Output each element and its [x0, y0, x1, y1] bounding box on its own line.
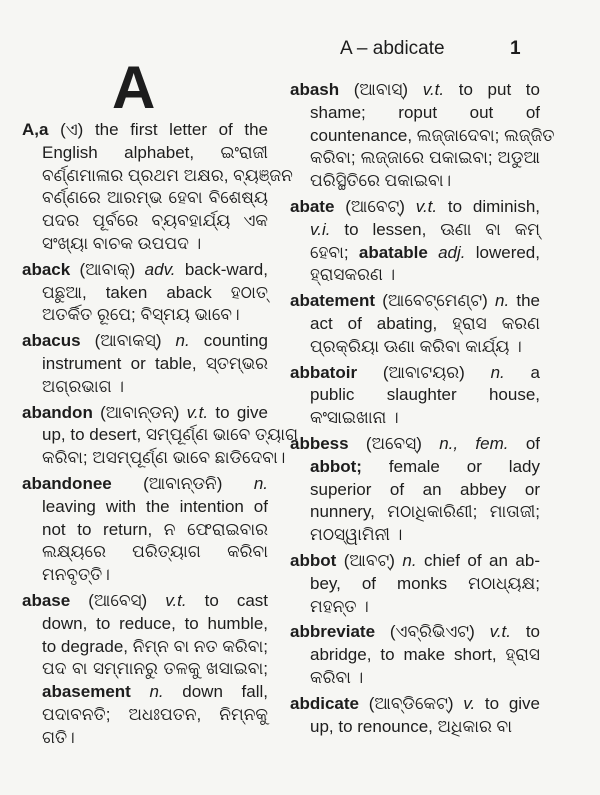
- definition-text: ପରିସ୍ଥିତିରେ ପକାଇବା।: [310, 171, 452, 191]
- part-of-speech: v.t.: [165, 590, 187, 610]
- definition-text: down fall,: [163, 682, 268, 702]
- entry-line: [290, 384, 540, 407]
- definition-text: (ଏ) the first letter of the: [48, 120, 268, 139]
- entry-line: [290, 313, 540, 336]
- definition-text: countenance, ଲଜ୍ଜାଦେବା; ଲଜ୍ଜିତ: [310, 125, 555, 145]
- definition-text: to give: [208, 402, 269, 422]
- entry-line: [290, 407, 540, 430]
- headword: aback: [22, 259, 71, 279]
- definition-text: ପଦ ବା ସମ୍ମାନରୁ ତଳକୁ ଖସାଇବା;: [42, 659, 268, 679]
- entry-line: [22, 233, 268, 256]
- definition-text: lowered,: [465, 242, 540, 262]
- part-of-speech: n.: [149, 682, 164, 702]
- dictionary-entry: [22, 402, 299, 470]
- entry-line: [290, 667, 540, 690]
- definition-text: ଲକ୍ଷ୍ୟରେ ପରିତ୍ୟାଗ କରିବା: [42, 542, 268, 562]
- headword: abbot;: [310, 456, 362, 476]
- definition-text: nunnery, ମଠାଧିକାରିଣୀ; ମାତାଜୀ;: [310, 502, 540, 522]
- headword: abasement: [42, 682, 131, 702]
- part-of-speech: v.: [463, 693, 476, 713]
- entry-line: [22, 496, 268, 519]
- definition-text: [131, 682, 150, 701]
- definition-text: (ଆବ୍‌ଡିକେଟ୍): [358, 693, 464, 713]
- guide-words: A – abdicate: [340, 38, 445, 59]
- headword: abbot: [290, 550, 337, 570]
- entry-line: [290, 479, 540, 502]
- definition-text: counting: [189, 331, 269, 351]
- part-of-speech: v.t.: [186, 402, 209, 422]
- definition-text: (ଆବାନ୍‌ଡନ୍): [92, 402, 187, 422]
- definition-text: public slaughter house,: [310, 385, 540, 405]
- headword: abatement: [290, 291, 376, 311]
- entry-headline: [22, 259, 268, 282]
- headword: abandon: [22, 402, 93, 422]
- definition-text: up, to renounce, ଅଧିକାର ବା: [310, 716, 513, 736]
- entry-line: [22, 353, 268, 376]
- entry-headline: [22, 402, 268, 425]
- headword: abbess: [290, 433, 349, 453]
- dictionary-entry: [22, 119, 293, 256]
- definition-text: the: [509, 291, 541, 311]
- entry-line: [22, 447, 286, 470]
- entry-line: [290, 716, 540, 739]
- entry-line: [290, 596, 540, 619]
- entry-line: [290, 242, 540, 265]
- entry-line: [22, 519, 268, 542]
- definition-text: (ଆବାକସ୍): [80, 331, 176, 351]
- definition-text: ମନବୃତ୍ତି।: [42, 565, 110, 585]
- entry-headline: [290, 362, 540, 385]
- definition-text: (ଆବେଟ୍): [334, 196, 416, 216]
- part-of-speech: adj.: [438, 242, 466, 262]
- entry-line: [22, 564, 268, 587]
- dictionary-entry: [290, 290, 540, 358]
- definition-text: ଅତର୍କିତ ରୂପେ; ବିସ୍ମୟ ଭାବେ।: [42, 305, 240, 325]
- definition-text: chief of an ab-: [416, 550, 540, 570]
- definition-text: not to return, ନ ଫେରାଇବାର: [42, 519, 268, 539]
- entry-line: [22, 613, 268, 636]
- definition-text: କଂସାଇଖାନା ।: [310, 408, 399, 428]
- right-column: [290, 79, 555, 741]
- definition-text: ହେବା;: [310, 242, 359, 262]
- entry-headline: [290, 621, 540, 644]
- part-of-speech: v.t.: [422, 80, 445, 99]
- headword: abate: [290, 196, 335, 216]
- part-of-speech: n.: [494, 291, 510, 311]
- definition-text: English alphabet, ଇଂରାଜୀ: [42, 142, 268, 162]
- headword: abandonee: [22, 473, 112, 493]
- definition-text: ପଛୁଆ, taken aback ହଠାତ୍: [42, 282, 268, 302]
- entry-line: [290, 147, 540, 170]
- definition-text: to put to: [444, 80, 540, 99]
- definition-text: shame; roput out of: [310, 102, 540, 122]
- headword: abacus: [22, 331, 81, 351]
- definition-text: ହ୍ରାସକରଣ ।: [310, 265, 396, 285]
- definition-text: (ଆବାସ୍): [339, 80, 423, 99]
- definition-text: କରିବା; ଲଜ୍ଜାରେ ପକାଇବା; ଅଡୁଆ: [310, 148, 540, 168]
- part-of-speech: n.: [402, 550, 417, 570]
- definition-text: (ଅବେସ୍): [348, 433, 440, 453]
- definition-text: down, to reduce, to humble,: [42, 613, 268, 633]
- headword: abatable: [358, 242, 428, 262]
- definition-text: act of abating, ହ୍ରାସ କରଣ: [310, 313, 540, 333]
- definition-text: (ଆବାଟୟର): [357, 362, 491, 382]
- entry-line: [290, 219, 540, 242]
- part-of-speech: n.: [490, 362, 505, 382]
- dictionary-entry: [22, 590, 268, 750]
- entry-line: [290, 336, 540, 359]
- entry-line: [290, 573, 540, 596]
- definition-text: to degrade, ନିମ୍ନ ବା ନତ କରିବା;: [42, 636, 268, 656]
- section-letter: A: [112, 54, 156, 121]
- definition-text: ପ୍ରକ୍ରିୟା ଊଣା କରିବା କାର୍ଯ୍ୟ ।: [310, 336, 522, 356]
- headword: abbatoir: [290, 362, 358, 382]
- dictionary-entry: [290, 693, 540, 739]
- definition-text: to give: [475, 693, 541, 713]
- entry-line: [290, 524, 540, 547]
- entry-line: [22, 282, 268, 305]
- definition-text: ଗତି।: [42, 727, 75, 747]
- page-number: 1: [510, 38, 521, 59]
- dictionary-entry: [290, 362, 540, 430]
- definition-text: କରିବା ।: [310, 667, 364, 687]
- entry-line: [22, 681, 268, 704]
- definition-text: ପଦାବନତି; ଅଧଃପତନ, ନିମ୍ନକୁ: [42, 704, 268, 724]
- definition-text: to diminish,: [437, 196, 540, 216]
- headword: abash: [290, 80, 340, 99]
- part-of-speech: v.t.: [415, 196, 438, 216]
- entry-line: [22, 376, 268, 399]
- definition-text: ମଠସ୍ୱାମିନୀ ।: [310, 525, 403, 545]
- entry-line: [290, 170, 540, 193]
- definition-text: superior of an abbey or: [310, 479, 540, 499]
- entry-line: [290, 644, 540, 667]
- part-of-speech: n., fem.: [439, 433, 509, 453]
- entry-line: [22, 142, 268, 165]
- definition-text: to: [511, 622, 541, 642]
- headword: abdicate: [290, 693, 359, 713]
- dictionary-entry: [290, 79, 555, 193]
- definition-text: (ଏବ୍ରିଭିଏଟ୍): [375, 622, 490, 642]
- part-of-speech: n.: [175, 331, 190, 351]
- entry-headline: [22, 330, 268, 353]
- entry-line: [22, 704, 268, 727]
- definition-text: back-ward,: [175, 259, 268, 279]
- dictionary-entry: [290, 621, 540, 689]
- dictionary-entry: [22, 330, 268, 398]
- entry-headline: [22, 590, 268, 613]
- entry-line: [290, 456, 540, 479]
- part-of-speech: v.t.: [489, 622, 511, 642]
- entry-headline: [290, 693, 540, 716]
- definition-text: (ଆବେଟ୍‌ମେଣ୍ଟ): [375, 291, 495, 311]
- definition-text: to lessen, ଊଣା ବା କମ୍: [330, 219, 540, 239]
- entry-headline: [290, 550, 540, 573]
- entry-line: [22, 636, 268, 659]
- left-column: [22, 119, 299, 753]
- definition-text: କରିବା; ଅସମ୍ପୂର୍ଣ୍ଣ ଭାବେ ଛାଡିଦେବା।: [42, 448, 286, 468]
- entry-headline: [22, 119, 268, 142]
- entry-line: [22, 187, 268, 210]
- entry-line: [290, 264, 540, 287]
- definition-text: to cast: [186, 590, 268, 610]
- entry-line: [290, 125, 555, 148]
- definition-text: ଅଗ୍ରଭାଗ ।: [42, 376, 125, 396]
- definition-text: [428, 243, 438, 262]
- definition-text: a: [504, 362, 541, 382]
- entry-line: [22, 165, 293, 188]
- entry-line: [22, 210, 268, 233]
- entry-line: [290, 102, 540, 125]
- headword: abbreviate: [290, 622, 376, 642]
- definition-text: up, to desert, ସମ୍ପୂର୍ଣ୍ଣ ଭାବେ ତ୍ୟାଗ: [42, 425, 299, 445]
- part-of-speech: adv.: [144, 259, 176, 279]
- definition-text: female or lady: [361, 456, 540, 476]
- dictionary-entry: [22, 473, 268, 587]
- entry-line: [22, 727, 268, 750]
- headword: A,a: [22, 120, 49, 139]
- page-header: [340, 38, 521, 60]
- dictionary-entry: [22, 259, 268, 327]
- definition-text: instrument or table, ସ୍ତମ୍ଭର: [42, 353, 268, 373]
- entry-headline: [290, 290, 540, 313]
- definition-text: (ଆବାନ୍‌ଡନି): [111, 473, 254, 493]
- definition-text: (ଆବଟ୍): [336, 550, 403, 570]
- definition-text: (ଆବେସ୍): [70, 590, 166, 610]
- entry-line: [22, 304, 268, 327]
- entry-line: [22, 424, 299, 447]
- dictionary-entry: [290, 433, 540, 547]
- definition-text: ମହନ୍ତ ।: [310, 596, 369, 616]
- entry-line: [290, 501, 540, 524]
- part-of-speech: n.: [253, 473, 268, 493]
- definition-text: bey, of monks ମଠାଧ୍ୟକ୍ଷ;: [310, 573, 540, 593]
- entry-headline: [290, 196, 540, 219]
- entry-headline: [290, 433, 540, 456]
- part-of-speech: v.i.: [310, 219, 331, 239]
- headword: abase: [22, 590, 71, 610]
- entry-line: [22, 541, 268, 564]
- definition-text: ବର୍ଣ୍ଣରେ ଆରମ୍ଭ ହେବା ବିଶେଷ୍ୟ: [42, 188, 268, 208]
- definition-text: ବର୍ଣ୍ଣମାଳାର ପ୍ରଥମ ଅକ୍ଷର, ବ୍ୟଞ୍ଜନ: [42, 165, 293, 185]
- definition-text: of: [508, 433, 540, 453]
- definition-text: ସଂଖ୍ୟା ବାଚକ ଉପପଦ ।: [42, 233, 202, 253]
- dictionary-entry: [290, 550, 540, 618]
- dictionary-entry: [290, 196, 540, 287]
- definition-text: abridge, to make short, ହ୍ରାସ: [310, 645, 540, 665]
- definition-text: (ଆବାକ୍): [70, 259, 145, 279]
- entry-headline: [22, 473, 268, 496]
- entry-line: [22, 658, 268, 681]
- entry-headline: [290, 79, 540, 102]
- definition-text: ପଦର ପୂର୍ବରେ ବ୍ୟବହାର୍ଯ୍ୟ ଏକ: [42, 211, 268, 231]
- definition-text: leaving with the intention of: [42, 496, 268, 516]
